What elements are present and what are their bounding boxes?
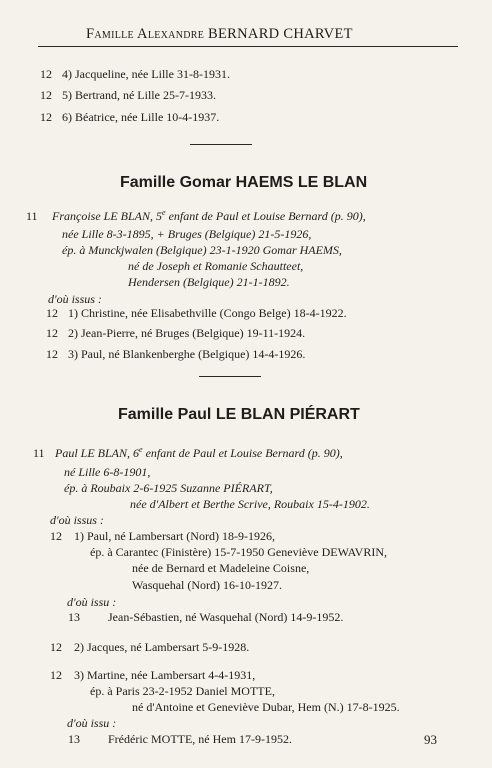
child-entry: 2) Jacques, né Lambersart 5-9-1928. — [74, 640, 250, 654]
list-item — [50, 640, 249, 655]
child-entry: 6) Béatrice, née Lille 10-4-1937. — [62, 110, 220, 124]
list-item — [46, 326, 305, 341]
issus-label: d'où issus : — [50, 513, 104, 527]
generation-number: 12 — [46, 306, 58, 320]
parent-entry — [26, 208, 366, 224]
spouse-birth-line: Hendersen (Belgique) 21-1-1892. — [128, 275, 290, 289]
spouse-parents-line: née de Bernard et Madeleine Coisne, — [132, 561, 310, 575]
generation-number: 12 — [40, 110, 52, 124]
issu-label: d'où issu : — [67, 716, 117, 730]
list-item — [40, 67, 230, 82]
list-item — [50, 668, 255, 683]
header-rule — [38, 46, 458, 47]
spouse-birth-line: Wasquehal (Nord) 16-10-1927. — [132, 578, 282, 592]
ordinal-suffix: e — [139, 445, 143, 454]
grandchild-entry — [68, 610, 343, 625]
grandchild-text: Jean-Sébastien, né Wasquehal (Nord) 14-9-1952. — [108, 610, 344, 624]
child-entry: 3) Martine, née Lambersart 4-4-1931, — [74, 668, 256, 682]
child-entry: 5) Bertrand, né Lille 25-7-1933. — [62, 88, 216, 102]
section-title: Famille Gomar HAEMS LE BLAN — [120, 174, 368, 191]
generation-number: 12 — [50, 529, 62, 543]
parent-relation: enfant de Paul et Louise Bernard (p. 90), — [165, 209, 366, 223]
list-item — [46, 306, 347, 321]
marriage-line: ép. à Roubaix 2-6-1925 Suzanne PIÉRART, — [64, 481, 273, 495]
generation-number: 12 — [40, 88, 52, 102]
list-item — [50, 529, 275, 544]
child-entry: 1) Christine, née Elisabethville (Congo Belge) 18-4-1922. — [68, 306, 347, 320]
marriage-line: ép. à Carantec (Finistère) 15-7-1950 Geneviève DEWAVRIN, — [90, 545, 388, 559]
parent-name: Paul LE BLAN, 6 — [55, 446, 140, 460]
parent-relation: enfant de Paul et Louise Bernard (p. 90), — [142, 446, 343, 460]
ordinal-suffix: e — [162, 208, 166, 217]
generation-number: 11 — [26, 209, 38, 223]
child-entry: 2) Jean-Pierre, né Bruges (Belgique) 19-11-1924. — [68, 326, 306, 340]
spouse-parents-line: né de Joseph et Romanie Schautteet, — [128, 259, 304, 273]
section-title: Famille Paul LE BLAN PIÉRART — [118, 406, 360, 423]
list-item — [40, 88, 216, 103]
generation-number: 13 — [68, 732, 80, 746]
marriage-line: ép. à Munckjwalen (Belgique) 23-1-1920 Gomar HAEMS, — [62, 243, 342, 257]
header-prefix: Famille Alexandre — [86, 26, 209, 42]
generation-number: 12 — [40, 67, 52, 81]
running-header — [86, 26, 353, 43]
section-divider — [190, 144, 252, 145]
list-item — [40, 110, 219, 125]
issus-label: d'où issus : — [48, 292, 102, 306]
generation-number: 13 — [68, 610, 80, 624]
child-entry: 1) Paul, né Lambersart (Nord) 18-9-1926, — [74, 529, 275, 543]
generation-number: 12 — [50, 668, 62, 682]
section-divider — [199, 376, 261, 377]
generation-number: 12 — [46, 347, 58, 361]
child-entry: 4) Jacqueline, née Lille 31-8-1931. — [62, 67, 230, 81]
marriage-line: ép. à Paris 23-2-1952 Daniel MOTTE, — [90, 684, 275, 698]
grandchild-entry — [68, 732, 292, 747]
generation-number: 11 — [33, 446, 45, 460]
birth-line: née Lille 8-3-1895, + Bruges (Belgique) 21-5-1926, — [62, 227, 312, 241]
child-entry: 3) Paul, né Blankenberghe (Belgique) 14-4-1926. — [68, 347, 306, 361]
spouse-line: né d'Antoine et Geneviève Dubar, Hem (N.) 17-8-1925. — [132, 700, 400, 714]
page-number: 93 — [424, 732, 437, 747]
generation-number: 12 — [46, 326, 58, 340]
parent-name: Françoise LE BLAN, 5 — [52, 209, 162, 223]
parent-entry — [33, 445, 343, 461]
birth-line: né Lille 6-8-1901, — [64, 465, 151, 479]
spouse-line: née d'Albert et Berthe Scrive, Roubaix 15-4-1902. — [130, 497, 370, 511]
issu-label: d'où issu : — [67, 595, 117, 609]
grandchild-text: Frédéric MOTTE, né Hem 17-9-1952. — [108, 732, 292, 746]
header-family-name: BERNARD CHARVET — [208, 26, 353, 42]
generation-number: 12 — [50, 640, 62, 654]
list-item — [46, 347, 305, 362]
